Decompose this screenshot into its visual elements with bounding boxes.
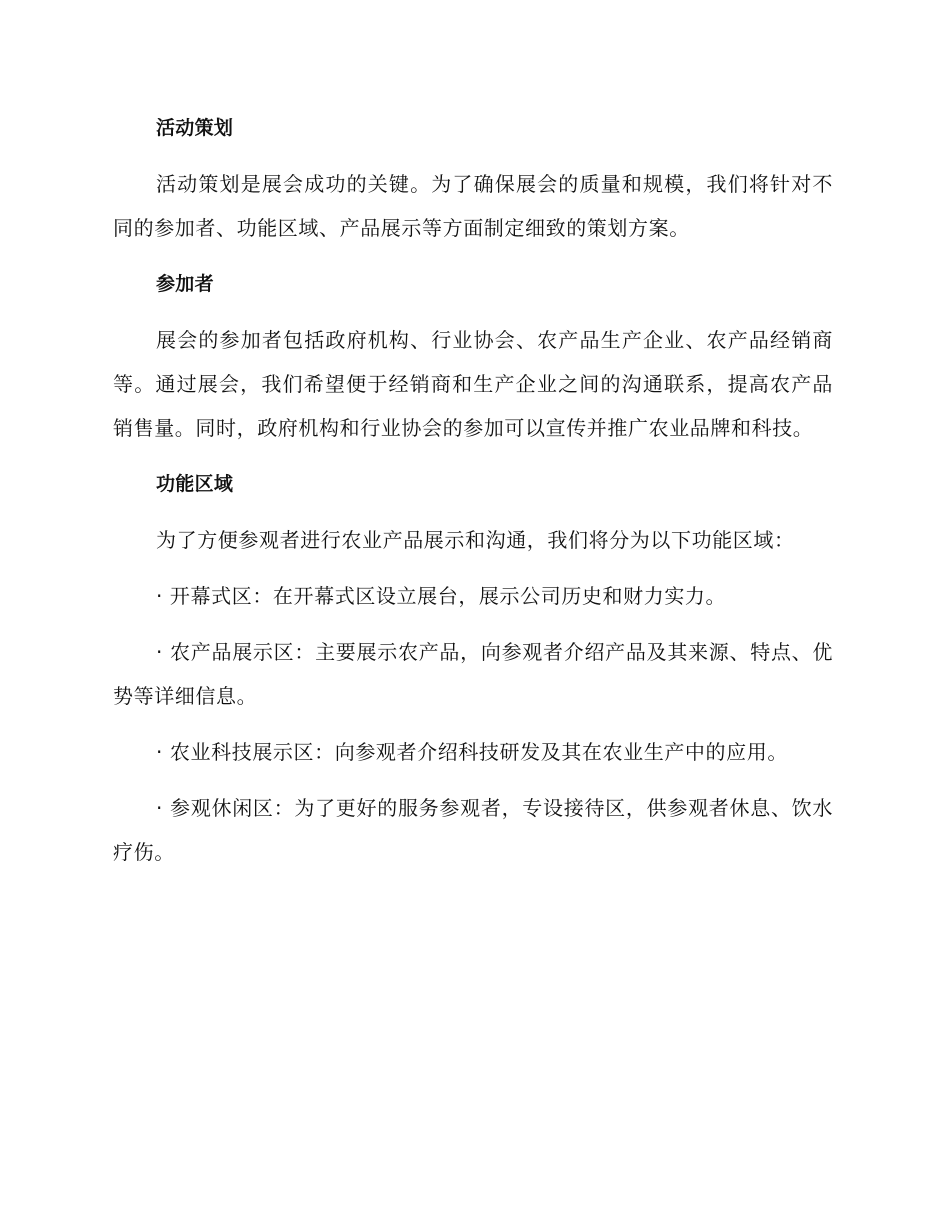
list-item: · 开幕式区：在开幕式区设立展台，展示公司历史和财力实力。 <box>156 584 727 608</box>
list-item: · 参观休闲区：为了更好的服务参观者，专设接待区，供参观者休息、饮水疗伤。 <box>113 796 833 864</box>
list-item: · 农产品展示区：主要展示农产品，向参观者介绍产品及其来源、特点、优势等详细信息。 <box>113 640 833 708</box>
document-body <box>113 106 833 886</box>
paragraph: 为了方便参观者进行农业产品展示和沟通，我们将分为以下功能区域： <box>156 528 795 552</box>
paragraph: 展会的参加者包括政府机构、行业协会、农产品生产企业、农产品经销商等。通过展会，我们希望便于经销商和生产企业之间的沟通联系，提高农产品销售量。同时，政府机构和行业协会的参加可以宣传并推广农业品牌和科技。 <box>113 328 833 440</box>
section-heading-participants: 参加者 <box>156 273 214 295</box>
section-heading-activity-planning: 活动策划 <box>156 117 234 139</box>
list-item: · 农业科技展示区：向参观者介绍科技研发及其在农业生产中的应用。 <box>156 740 788 764</box>
paragraph: 活动策划是展会成功的关键。为了确保展会的质量和规模，我们将针对不同的参加者、功能区域、产品展示等方面制定细致的策划方案。 <box>113 172 833 240</box>
section-heading-functional-areas: 功能区域 <box>156 473 234 495</box>
